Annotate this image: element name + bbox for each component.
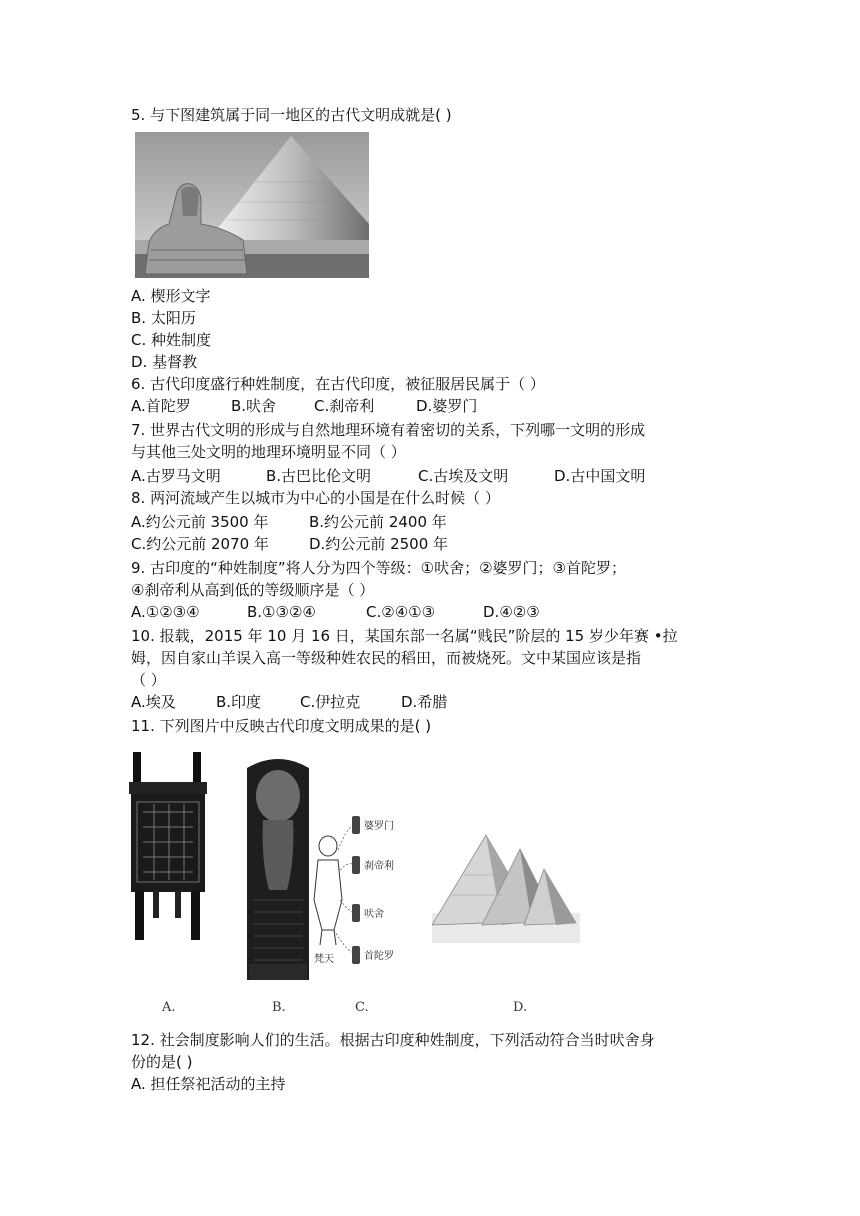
q8-options-row2 <box>131 533 448 555</box>
q10-option-c: C.伊拉克 <box>300 693 361 711</box>
q8-option-b: B.约公元前 2400 年 <box>309 513 447 531</box>
q9-option-d: D.④②③ <box>483 603 540 621</box>
caste-label-kshatriya: 刹帝利 <box>364 861 394 872</box>
q10-stem-line1: 10. 报载，2015 年 10 月 16 日，某国东部一名属“贱民”阶层的 15 岁少年赛 •拉 <box>131 627 678 645</box>
q9-option-c: C.②④①③ <box>366 603 436 621</box>
q11-stem: 11. 下列图片中反映古代印度文明成果的是( ) <box>131 717 432 735</box>
q6-option-a: A.首陀罗 <box>131 397 191 415</box>
q6-option-c: C.刹帝利 <box>314 397 375 415</box>
q5-option-d: D. 基督教 <box>131 353 198 371</box>
q6-options <box>131 395 477 417</box>
q10-option-a: A.埃及 <box>131 693 176 711</box>
q10-stem-line3: （ ） <box>131 671 166 689</box>
q5-option-b: B. 太阳历 <box>131 309 196 327</box>
q12-stem-line1: 12. 社会制度影响人们的生活。根据古印度种姓制度，下列活动符合当时吠舍身 <box>131 1031 655 1049</box>
q12-option-a: A. 担任祭祀活动的主持 <box>131 1075 286 1093</box>
q11-figure-label-b: B. <box>272 1000 286 1015</box>
q10-options <box>131 691 447 713</box>
q11-figure-label-a: A. <box>162 1000 176 1015</box>
q8-stem: 8. 两河流域产生以城市为中心的小国是在什么时候（ ） <box>131 489 500 507</box>
q5-option-a: A. 楔形文字 <box>131 287 211 305</box>
q10-option-b: B.印度 <box>216 693 262 711</box>
q9-options <box>131 601 540 623</box>
q9-option-b: B.①③②④ <box>247 603 316 621</box>
caste-label-shudra: 首陀罗 <box>364 951 394 962</box>
q7-option-b: B.古巴比伦文明 <box>266 467 372 485</box>
q9-stem-line1: 9. 古印度的“种姓制度”将人分为四个等级：①吠舍；②婆罗门；③首陀罗； <box>131 559 626 577</box>
q7-option-c: C.古埃及文明 <box>418 467 509 485</box>
q7-option-a: A.古罗马文明 <box>131 467 221 485</box>
q11-figure-label-d: D. <box>513 1000 528 1015</box>
q10-stem-line2: 姆，因自家山羊误入高一等级种姓农民的稻田，而被烧死。文中某国应该是指 <box>131 649 642 667</box>
hammurabi-stele <box>247 750 309 980</box>
bronze-ding-vessel <box>129 752 209 944</box>
q9-stem-line2: ④刹帝利从高到低的等级顺序是（ ） <box>131 581 375 599</box>
q5-option-c: C. 种姓制度 <box>131 331 212 349</box>
caste-hierarchy-diagram <box>308 800 413 982</box>
sphinx-pyramid-photo <box>135 132 369 278</box>
q6-stem: 6. 古代印度盛行种姓制度，在古代印度，被征服居民属于（ ） <box>131 375 545 393</box>
q7-stem-line2: 与其他三处文明的地理环境明显不同（ ） <box>131 443 406 461</box>
caste-label-vaishya: 吠舍 <box>364 909 384 920</box>
q7-options <box>131 465 645 487</box>
q10-option-d: D.希腊 <box>401 693 448 711</box>
q9-option-a: A.①②③④ <box>131 603 200 621</box>
q11-figure-label-c: C. <box>355 1000 369 1015</box>
q8-options-row1 <box>131 511 447 533</box>
caste-label-brahmin: 婆罗门 <box>364 821 394 832</box>
q7-stem-line1: 7. 世界古代文明的形成与自然地理环境有着密切的关系，下列哪一文明的形成 <box>131 421 646 439</box>
q8-option-d: D.约公元前 2500 年 <box>309 535 449 553</box>
q5-stem: 5. 与下图建筑属于同一地区的古代文明成就是( ) <box>131 106 452 124</box>
q12-stem-line2: 份的是( ) <box>131 1053 193 1071</box>
q8-option-c: C.约公元前 2070 年 <box>131 535 269 553</box>
caste-god-label: 梵天 <box>314 954 334 965</box>
pyramids-sketch <box>432 825 580 945</box>
q8-option-a: A.约公元前 3500 年 <box>131 513 269 531</box>
q6-option-b: B.吠舍 <box>231 397 277 415</box>
q6-option-d: D.婆罗门 <box>416 397 478 415</box>
q7-option-d: D.古中国文明 <box>554 467 646 485</box>
